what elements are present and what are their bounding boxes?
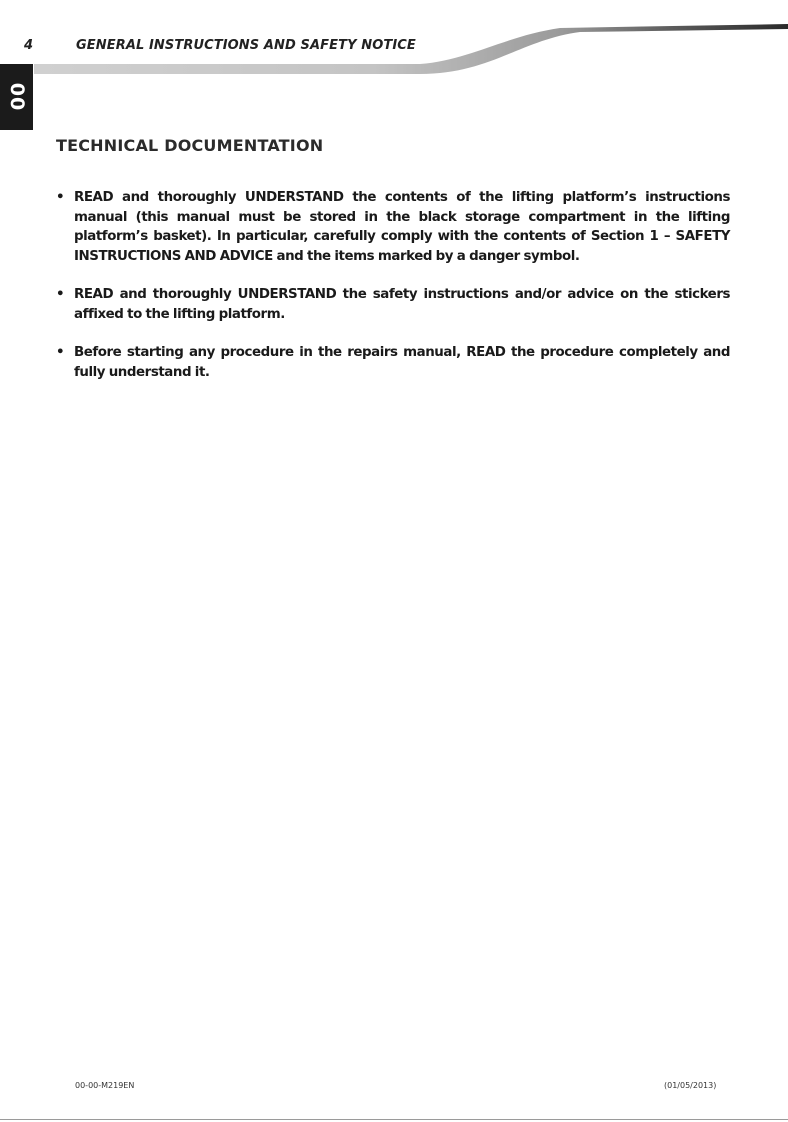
bullet-icon: • <box>56 190 65 205</box>
instruction-item-2 <box>56 285 730 324</box>
section-tab-label: 00 <box>5 82 28 112</box>
instruction-text: READ and thoroughly UNDERSTAND the safety instructions and/or advice on the stickers affixed to the lifting platform. <box>74 287 730 322</box>
footer-date: (01/05/2013) <box>664 1081 717 1090</box>
bullet-icon: • <box>56 345 65 360</box>
instruction-item-1 <box>56 188 730 266</box>
instruction-list <box>56 188 730 401</box>
section-heading: TECHNICAL DOCUMENTATION <box>56 136 324 155</box>
instruction-item-3 <box>56 343 730 382</box>
footer-doc-code: 00-00-M219EN <box>75 1081 135 1090</box>
page-number: 4 <box>24 38 34 53</box>
instruction-text: READ and thoroughly UNDERSTAND the contents of the lifting platform’s instructions manual (this manual must be stored in the black storage compartment in the lifting platform’s basket). In particular, carefully comply with the contents of Section 1 – SAFETY INSTRUCTIONS AND ADVICE and the items marked by a danger symbol. <box>74 190 730 264</box>
bullet-icon: • <box>56 287 65 302</box>
header-title: GENERAL INSTRUCTIONS AND SAFETY NOTICE <box>76 38 416 53</box>
section-tab <box>0 64 33 130</box>
instruction-text: Before starting any procedure in the repairs manual, READ the procedure completely and fully understand it. <box>74 345 730 380</box>
footer-divider <box>0 1119 788 1120</box>
